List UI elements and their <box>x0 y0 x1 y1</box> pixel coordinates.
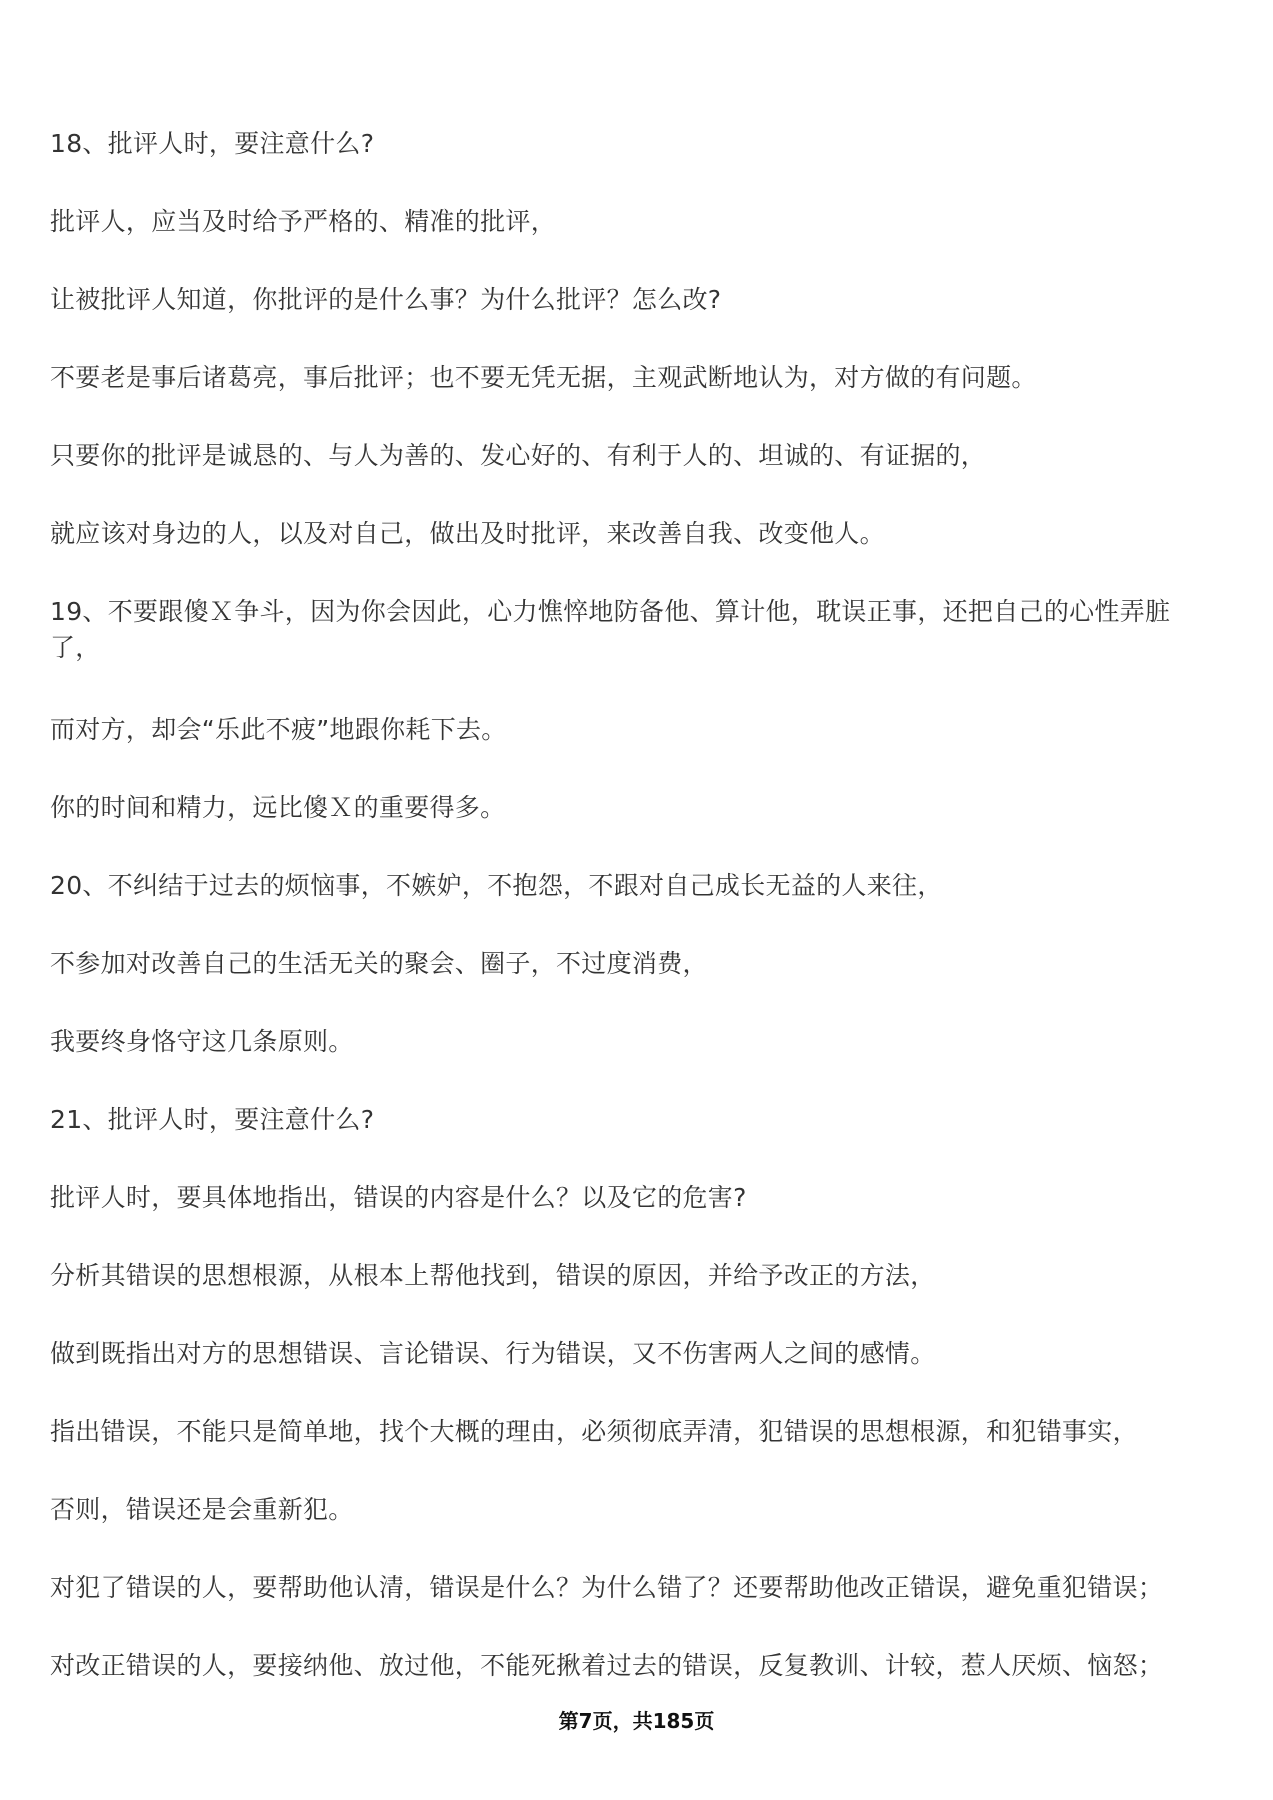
paragraph: 指出错误，不能只是简单地，找个大概的理由，必须彻底弄清，犯错误的思想根源，和犯错事实， <box>50 1417 1138 1446</box>
paragraph: 不参加对改善自己的生活无关的聚会、圈子，不过度消费， <box>50 949 708 978</box>
paragraph: 做到既指出对方的思想错误、言论错误、行为错误，又不伤害两人之间的感情。 <box>50 1339 936 1368</box>
paragraph-18-heading: 18、批评人时，要注意什么? <box>50 129 375 158</box>
paragraph: 只要你的批评是诚恳的、与人为善的、发心好的、有利于人的、坦诚的、有证据的， <box>50 441 987 470</box>
paragraph-19-heading: 19、不要跟傻Ｘ争斗，因为你会因此，心力憔悴地防备他、算计他，耽误正事，还把自己的心性弄脏了， <box>50 597 1171 662</box>
paragraph: 而对方，却会“乐此不疲”地跟你耗下去。 <box>50 715 507 744</box>
paragraph: 批评人，应当及时给予严格的、精准的批评， <box>50 207 557 236</box>
paragraph: 分析其错误的思想根源，从根本上帮他找到，错误的原因，并给予改正的方法， <box>50 1261 936 1290</box>
paragraph: 批评人时，要具体地指出，错误的内容是什么？以及它的危害? <box>50 1183 747 1212</box>
paragraph: 我要终身恪守这几条原则。 <box>50 1027 354 1056</box>
paragraph-21-heading: 21、批评人时，要注意什么? <box>50 1105 375 1134</box>
paragraph: 否则，错误还是会重新犯。 <box>50 1495 354 1524</box>
paragraph: 不要老是事后诸葛亮，事后批评；也不要无凭无据，主观武断地认为，对方做的有问题。 <box>50 363 1037 392</box>
page-number-footer: 第7页，共185页 <box>558 1709 715 1733</box>
paragraph: 让被批评人知道，你批评的是什么事？为什么批评？怎么改? <box>50 285 722 314</box>
paragraph-20-heading: 20、不纠结于过去的烦恼事，不嫉妒，不抱怨，不跟对自己成长无益的人来往， <box>50 871 943 900</box>
paragraph: 对犯了错误的人，要帮助他认清，错误是什么？为什么错了？还要帮助他改正错误，避免重犯错误； <box>50 1573 1164 1602</box>
paragraph: 你的时间和精力，远比傻Ｘ的重要得多。 <box>50 793 506 822</box>
paragraph: 对改正错误的人，要接纳他、放过他，不能死揪着过去的错误，反复教训、计较，惹人厌烦、恼怒； <box>50 1651 1164 1680</box>
paragraph: 就应该对身边的人，以及对自己，做出及时批评，来改善自我、改变他人。 <box>50 519 885 548</box>
